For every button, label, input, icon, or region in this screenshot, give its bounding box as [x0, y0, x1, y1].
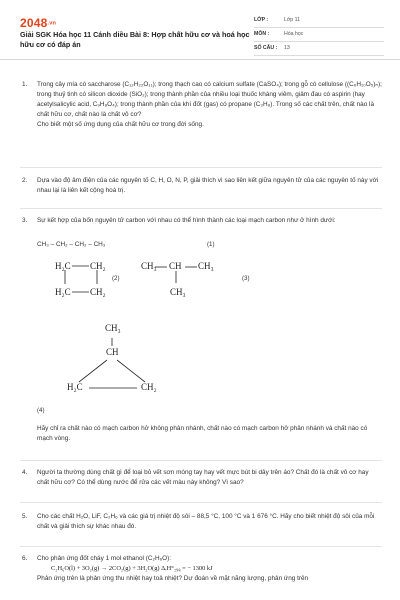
question-5	[22, 512, 382, 542]
ring-atom: H₂C	[55, 287, 71, 297]
page-header	[0, 0, 400, 60]
tri-atom: CH	[106, 347, 119, 357]
question-6	[22, 554, 382, 600]
question-number: 1.	[22, 81, 28, 88]
question-text-2: Hãy chỉ ra chất nào có mạch carbon hở không phân nhánh, chất nào có mạch carbon hở phân nhánh và chất nào có mạch vòng.	[37, 425, 368, 442]
meta-key: SỐ CÂU :	[254, 45, 278, 52]
structure-label-1: (1)	[207, 241, 215, 248]
reaction-equation: C₂H₆O(l) + 3O₂(g) → 2CO₂(g) + 3H₂O(g) ΔᵣH°₂₉₈ = − 1300 kJ	[51, 564, 213, 572]
meta-key: MÔN :	[254, 31, 270, 38]
branch-atom: CH₃	[198, 261, 214, 271]
question-text: Cho các chất H₂O, LiF, C₂H₆ và các giá trị nhiệt độ sôi – 88,5 °C, 100 °C và 1 676 °C. Hãy cho biết nhiệt độ sôi của mỗi chất và giải thích sự khác nhau đó.	[37, 513, 375, 530]
meta-row-subject	[254, 28, 384, 42]
meta-table	[254, 14, 384, 56]
tri-atom: CH₃	[105, 323, 121, 333]
site-logo[interactable]: 2048.vn	[20, 16, 57, 30]
divider	[20, 208, 382, 209]
question-text: Dựa vào độ âm điện của các nguyên tố C, H, O, N, P, giải thích vì sao liên kết giữa nguyên tử của các nguyên tố này với nhau lại là liên kết cộng hoá trị.	[37, 177, 379, 194]
meta-value: Hóa học	[284, 31, 304, 38]
question-text: Trong cây mía có saccharose (C₁₂H₂₂O₁₁); trong thạch cao có calcium sulfate (CaSO₄); trong gỗ có cellulose ((C₆H₁₀O₅)ₙ); trong thuỷ tinh có silicon dioxide (SiO₂); trong thành phần của nhiều loại thuốc kháng viêm, giảm đau có aspirin (hay acetylsalicylic acid, C₉H₈O₄); trong thành phần của khí đốt (gas) có propane (C₃H₈). Trong số các chất trên, chất nào là chất hữu cơ, chất nào là chất vô cơ?	[37, 81, 382, 118]
divider	[20, 546, 382, 547]
tri-atom: CH₂	[141, 382, 157, 392]
structure-label-2: (2)	[112, 275, 120, 282]
meta-row-count	[254, 42, 384, 56]
question-4	[22, 468, 382, 498]
question-3	[22, 216, 382, 456]
structure-label-3: (3)	[242, 275, 250, 282]
question-2	[22, 176, 382, 206]
meta-row-class	[254, 14, 384, 28]
divider	[20, 460, 382, 461]
branch-atom: CH₃	[170, 287, 186, 297]
ring-atom: H₂C	[55, 261, 71, 271]
question-number: 4.	[22, 469, 28, 476]
divider	[20, 502, 382, 503]
document-title: Giải SGK Hóa học 11 Cánh diều Bài 8: Hợp chất hữu cơ và hoá học hữu cơ có đáp án	[20, 30, 250, 49]
question-text-2: Cho biết một số ứng dụng của chất hữu cơ trong đời sống.	[37, 120, 204, 128]
branch-atom: CH	[169, 261, 182, 271]
question-1	[22, 80, 382, 160]
question-text: Sự kết hợp của bốn nguyên tử carbon với nhau có thể hình thành các loại mạch carbon như ở hình dưới:	[37, 217, 336, 224]
question-number: 2.	[22, 177, 28, 184]
question-number: 6.	[22, 555, 28, 562]
meta-value: 13	[284, 45, 290, 52]
chain-formula-1: CH₃ – CH₂ – CH₂ – CH₃	[37, 241, 106, 248]
meta-key: LỚP :	[254, 17, 269, 24]
meta-value: Lớp 11	[284, 17, 300, 24]
ring-atom: CH₂	[90, 261, 106, 271]
question-text: Người ta thường dùng chất gì để loại bỏ vết sơn móng tay hay vết mực bút bi dây trên áo? Chất đó là chất vô cơ hay chất hữu cơ? Có thể dùng nước để rửa các vết màu này không? Vì sao?	[37, 469, 369, 486]
tri-atom: H₂C	[67, 382, 83, 392]
branch-atom: CH₃	[141, 261, 157, 271]
question-number: 5.	[22, 513, 28, 520]
divider	[20, 167, 382, 168]
question-number: 3.	[22, 217, 28, 224]
question-text-2: Phản ứng trên là phản ứng thu nhiệt hay toả nhiệt? Dự đoán về mặt năng lượng, phản ứng trên	[37, 574, 309, 582]
ring-atom: CH₂	[90, 287, 106, 297]
question-text: Cho phản ứng đốt cháy 1 mol ethanol (C₂H₆O):	[37, 555, 172, 562]
structure-label-4: (4)	[37, 407, 45, 414]
